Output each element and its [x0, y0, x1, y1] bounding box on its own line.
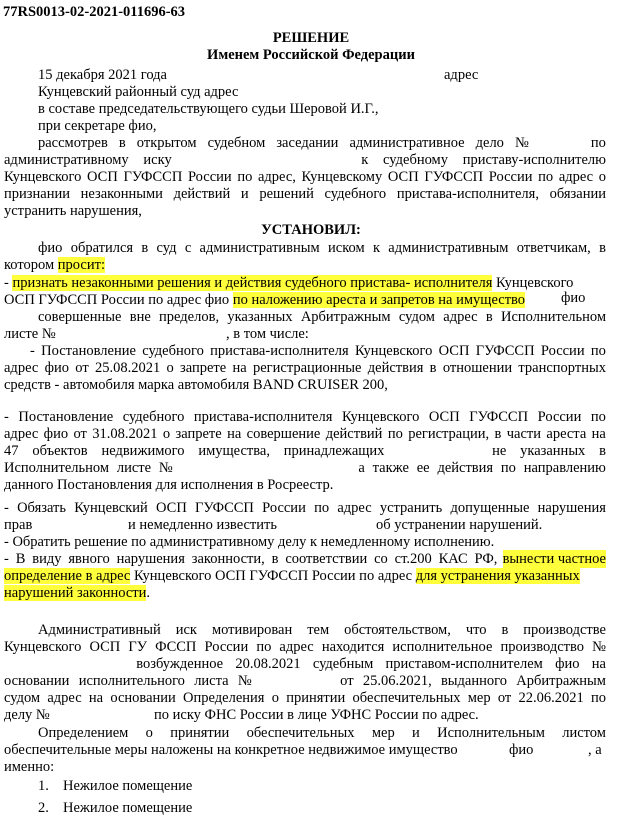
motive-line-5: судом адрес на основании Определения о принятии обеспечительных мер от 22.06.2021 по: [4, 690, 606, 706]
claim-item-1-line-4-tail: , в том числе:: [226, 326, 309, 342]
violation-line-2: определение в адрес Кунцевского ОСП ГУФССП России по адрес для устранения указанных: [4, 568, 580, 584]
intro-line-3: Кунцевского ОСП ГУФССП России по адрес, Кунцевскому ОСП ГУФССП России по адрес о: [4, 169, 606, 185]
highlight-ruling-address: определение в адрес: [4, 568, 131, 584]
claim-intro-line-2: котором просит:: [4, 257, 105, 273]
judge-line: в составе председательствующего судьи Шеровой И.Г.,: [38, 101, 379, 117]
definition-line-1: Определением о принятии обеспечительных мер и Исполнительным листом: [38, 725, 606, 741]
property-item-number: 2.: [38, 800, 49, 816]
claim-intro-line-1: фио обратился в суд с административным иском к административным ответчикам, в: [38, 240, 606, 256]
document-title: РЕШЕНИЕ: [272, 30, 350, 46]
oblige-line-1: - Обязать Кунцевский ОСП ГУФССП России по адрес устранить допущенные нарушения: [4, 500, 606, 516]
motive-line-2: Кунцевского ОСП ГУ ФССП России по адрес находится исполнительное производство №: [4, 639, 606, 655]
immediate-execution-line: - Обратить решение по административному делу к немедленному исполнению.: [4, 534, 495, 550]
decision-place: адрес: [444, 67, 479, 83]
definition-line-2-fio: фио: [509, 742, 534, 758]
violation-line-3: нарушений законности.: [4, 585, 151, 601]
secretary-line: при секретаре фио,: [38, 118, 157, 134]
highlight-arrest: по наложению ареста и запретов на имущество: [232, 292, 526, 308]
oblige-line-2-rights: прав: [4, 517, 33, 533]
claim-item-1-line-2: ОСП ГУФССП России по адрес фио по наложению ареста и запретов на имущество: [4, 292, 526, 308]
claim-item-1-line-3: совершенные вне пределов, указанных Арбитражным судом адрес в Исполнительном: [38, 309, 606, 325]
motive-line-6-case: делу №: [4, 707, 50, 723]
claim-item-1-line-1: - признать незаконными решения и действия судебного пристава- исполнителя Кунцевского: [4, 275, 574, 291]
property-item-number: 1.: [38, 778, 49, 794]
decision-date: 15 декабря 2021 года: [38, 67, 167, 83]
definition-line-2: обеспечительные меры наложены на конкретное недвижимое имущество: [4, 742, 458, 758]
intro-line-5: устранить нарушения,: [4, 203, 142, 219]
highlight-private-ruling: вынести частное: [502, 551, 606, 567]
intro-line-2: административному иску к судебному приставу-исполнителю: [4, 152, 606, 168]
resolution-2-line-2: адрес фио от 31.08.2021 о запрете на совершение действий по регистрации, в части ареста на: [4, 426, 606, 442]
resolution-2-line-1: - Постановление судебного пристава-исполнителя Кунцевского ОСП ГУФССП России по: [4, 409, 606, 425]
highlight-declare-unlawful: признать незаконными решения и действия судебного пристава- исполнителя: [12, 275, 493, 291]
claim-item-1-fio: фио: [561, 290, 586, 306]
document-subtitle: Именем Российской Федерации: [207, 47, 415, 63]
property-item-text: Нежилое помещение: [63, 778, 193, 794]
violation-line-1: - В виду явного нарушения законности, в соответствии со ст.200 КАС РФ, вынести частное: [4, 551, 606, 567]
highlight-eliminate: для устранения указанных: [415, 568, 580, 584]
definition-line-2-end: , а: [588, 742, 602, 758]
claim-item-1-line-4: листе №: [4, 326, 56, 342]
intro-line-4: признании незаконными действий и решений судебного пристава-исполнителя, обязании: [4, 186, 606, 202]
established-heading: УСТАНОВИЛ:: [261, 222, 361, 238]
intro-line-1: рассмотрев в открытом судебном заседании административное дело № по: [38, 135, 606, 151]
resolution-1-line-1: - Постановление судебного пристава-исполнителя Кунцевского ОСП ГУФССП России по: [30, 343, 606, 359]
resolution-2-line-5: данного Постановления для исполнения в Росреестр.: [4, 477, 334, 493]
motive-line-3: возбужденное 20.08.2021 судебным приставом-исполнителем фио на: [136, 656, 606, 672]
resolution-2-line-4: Исполнительном листе № а также ее действия по направлению: [4, 460, 606, 476]
court-name: Кунцевский районный суд адрес: [38, 84, 239, 100]
definition-line-3: именно:: [4, 759, 55, 775]
resolution-1-line-2: адрес фио от 25.08.2021 о запрете на регистрационные действия в отношении транспортных: [4, 360, 606, 376]
oblige-line-2-notify: и немедленно известить: [128, 517, 277, 533]
resolution-1-line-3: средств - автомобиля марка автомобиля BAND CRUISER 200,: [4, 377, 388, 393]
highlight-asks: просит:: [57, 257, 105, 273]
oblige-line-2-end: об устранении нарушений.: [376, 517, 543, 533]
motive-line-1: Административный иск мотивирован тем обстоятельством, что в производстве: [38, 622, 606, 638]
case-number: 77RS0013-02-2021-011696-63: [3, 4, 186, 20]
motive-line-6-claim: по иску ФНС России в лице УФНС России по адрес.: [154, 707, 479, 723]
motive-line-4: основании исполнительного листа № от 25.06.2021, выданного Арбитражным: [4, 673, 606, 689]
highlight-violations: нарушений законности: [4, 585, 147, 601]
resolution-2-line-3: 47 объектов недвижимого имущества, принадлежащих не указанных в: [4, 443, 606, 459]
property-item-text: Нежилое помещение: [63, 800, 193, 816]
